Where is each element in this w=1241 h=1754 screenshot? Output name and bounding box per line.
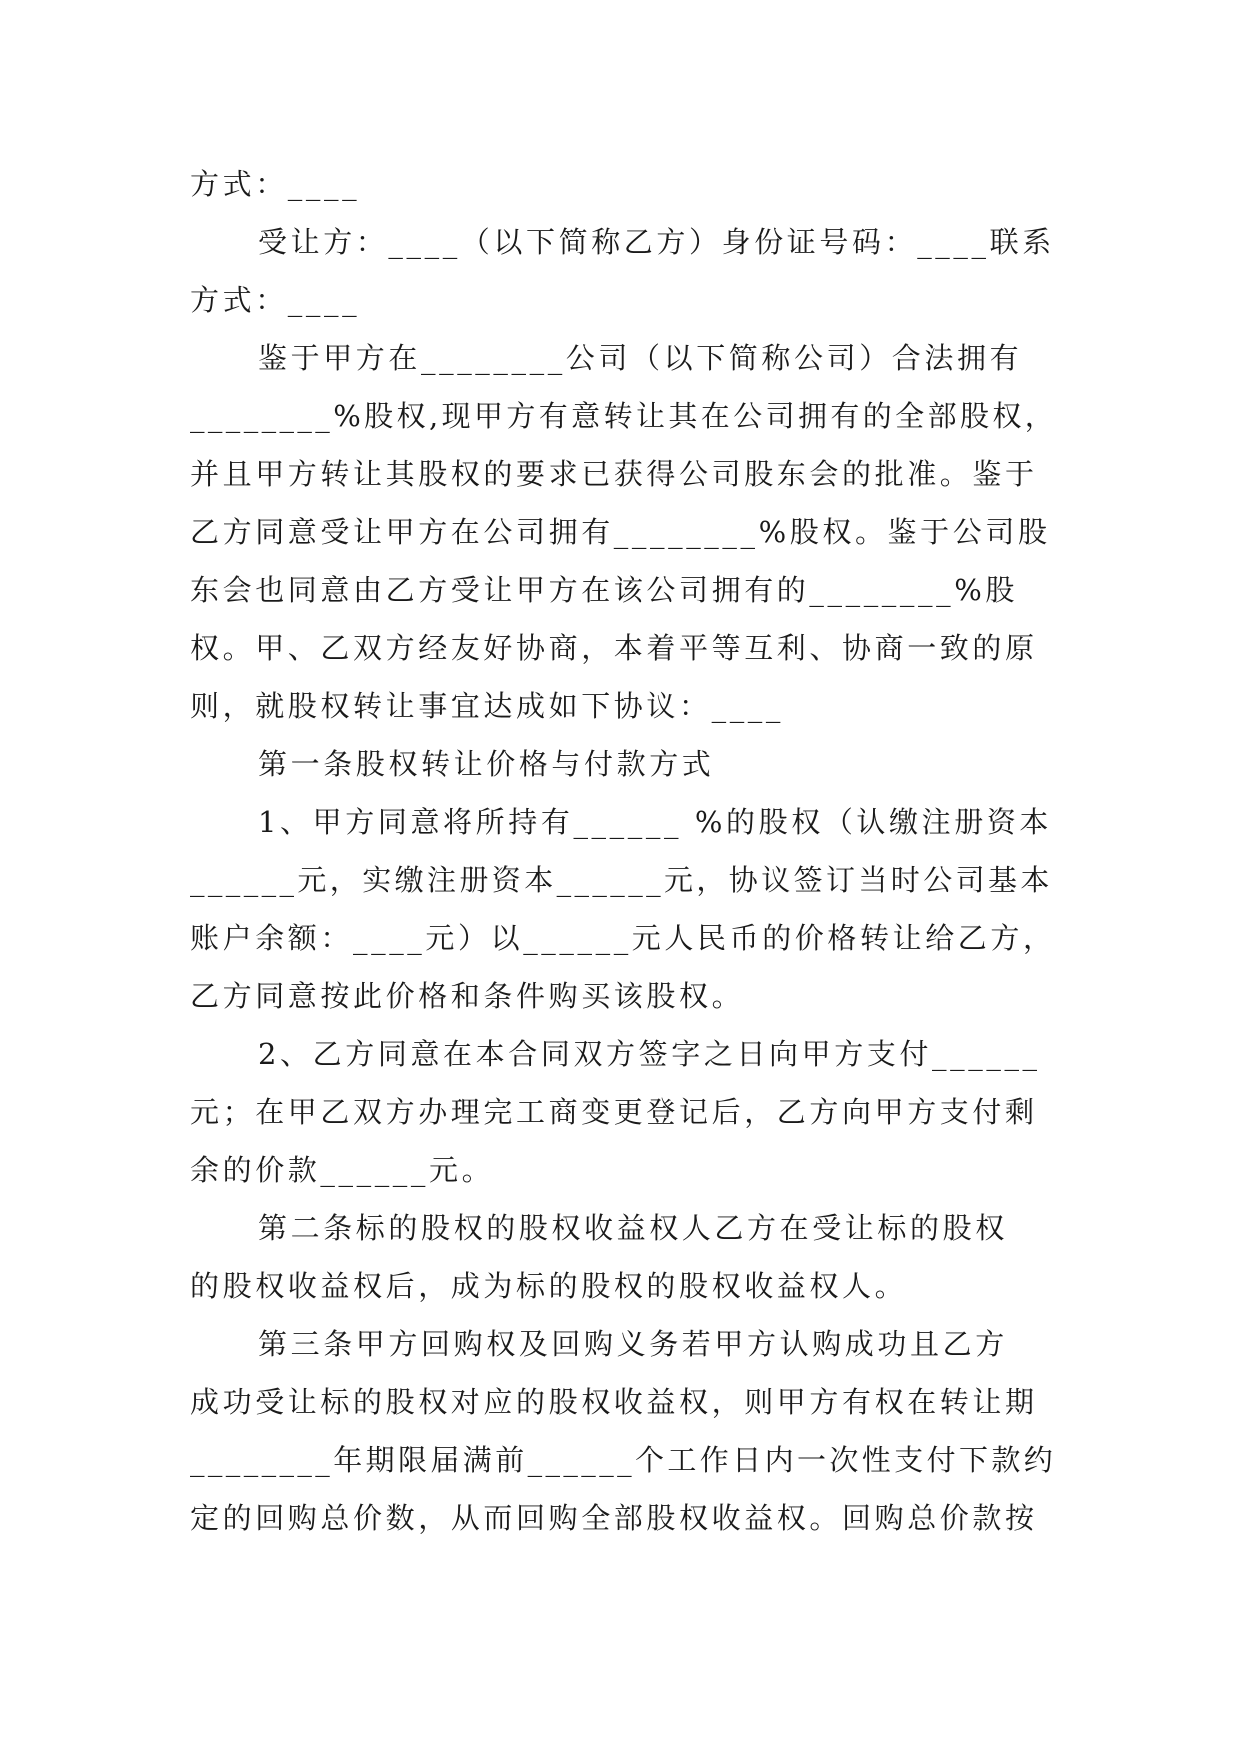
text-line: 的股权收益权后，成为标的股权的股权收益权人。 (190, 1269, 908, 1303)
text-line: 权。甲、乙双方经友好协商，本着平等互利、协商一致的原 (190, 631, 1038, 665)
text-line: 鉴于甲方在________公司（以下简称公司）合法拥有 (258, 341, 1023, 375)
text-line: 方式：____ (190, 167, 361, 201)
text-line: 2、乙方同意在本合同双方签字之日向甲方支付______ (258, 1037, 1041, 1071)
section-heading: 第一条股权转让价格与付款方式 (258, 747, 715, 781)
text-line: ______元，实缴注册资本______元，协议签订当时公司基本 (190, 863, 1053, 897)
text-line: 乙方同意按此价格和条件购买该股权。 (190, 979, 745, 1013)
text-line: 第三条甲方回购权及回购义务若甲方认购成功且乙方 (258, 1327, 1008, 1361)
text-line: 并且甲方转让其股权的要求已获得公司股东会的批准。鉴于 (190, 457, 1038, 491)
text-line: ________年期限届满前______个工作日内一次性支付下款约 (190, 1443, 1057, 1477)
text-line: ________%股权,现甲方有意转让其在公司拥有的全部股权， (190, 399, 1058, 433)
text-line: 元；在甲乙双方办理完工商变更登记后，乙方向甲方支付剩 (190, 1095, 1038, 1129)
text-line: 第二条标的股权的股权收益权人乙方在受让标的股权 (258, 1211, 1008, 1245)
text-line: 方式：____ (190, 283, 361, 317)
text-line: 成功受让标的股权对应的股权收益权，则甲方有权在转让期 (190, 1385, 1038, 1419)
text-line: 余的价款______元。 (190, 1153, 495, 1187)
document-body (190, 155, 1056, 1547)
text-line: 1、甲方同意将所持有______ %的股权（认缴注册资本 (258, 805, 1053, 839)
text-line: 东会也同意由乙方受让甲方在该公司拥有的________%股 (190, 573, 1018, 607)
text-line: 定的回购总价数，从而回购全部股权收益权。回购总价款按 (190, 1501, 1038, 1535)
text-line: 账户余额：____元）以______元人民币的价格转让给乙方， (190, 921, 1056, 955)
text-line: 则，就股权转让事宜达成如下协议：____ (190, 689, 785, 723)
text-line: 受让方：____（以下简称乙方）身份证号码：____联系 (258, 225, 1055, 259)
text-line: 乙方同意受让甲方在公司拥有________%股权。鉴于公司股 (190, 515, 1051, 549)
